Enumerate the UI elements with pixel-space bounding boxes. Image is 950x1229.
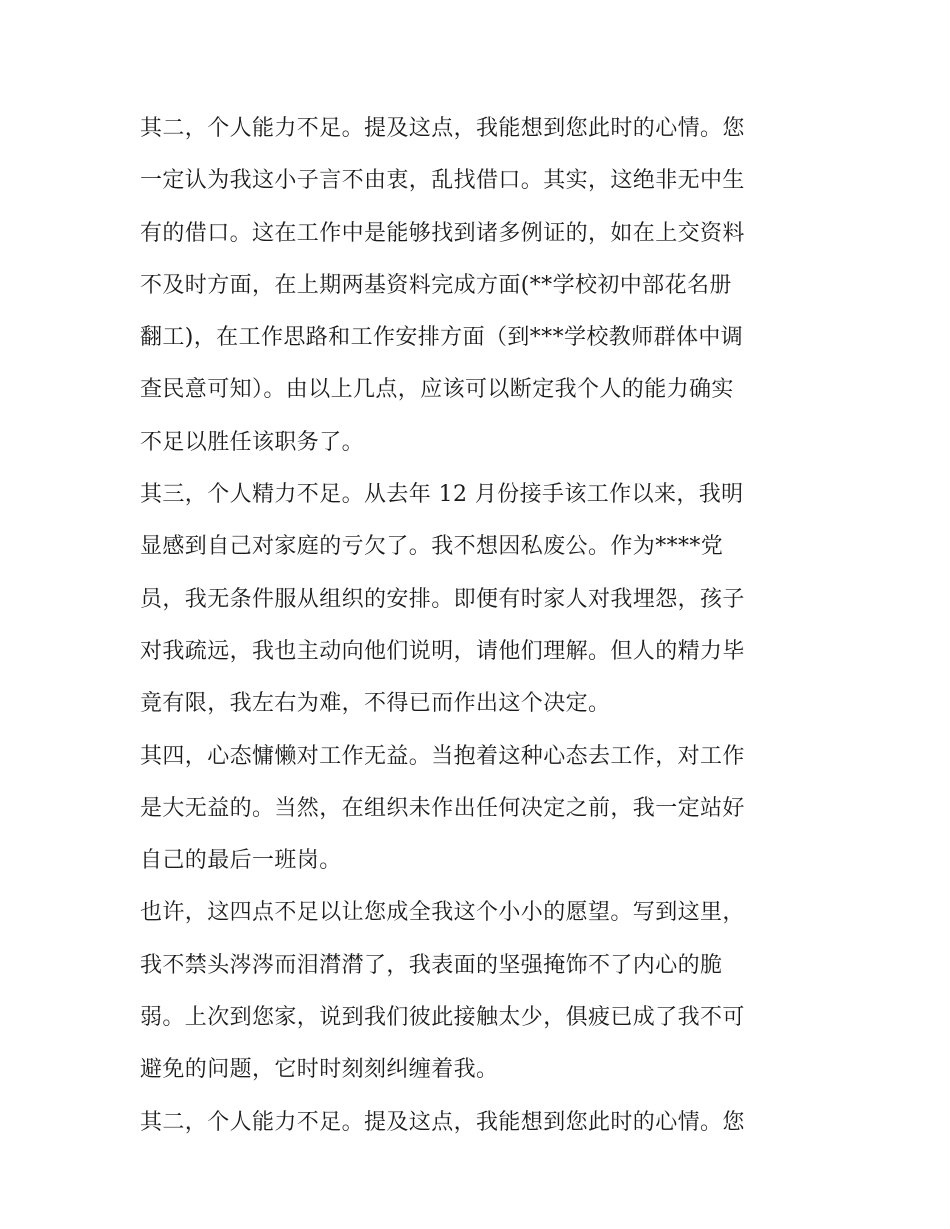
text-line: 避免的问题，它时时刻刻纠缠着我。 <box>140 1057 499 1083</box>
paragraph-personal-ability <box>140 103 812 469</box>
text-line: 其三，个人精力不足。从去年 12 月份接手该工作以来，我明 <box>140 482 744 508</box>
paragraph-mindset <box>140 731 812 888</box>
text-line: 也许，这四点不足以让您成全我这个小小的愿望。写到这里， <box>140 900 745 926</box>
text-line: 查民意可知）。由以上几点，应该可以断定我个人的能力确实 <box>140 377 734 403</box>
text-line: 弱。上次到您家，说到我们彼此接触太少，俱疲已成了我不可 <box>140 1005 745 1031</box>
paragraph-repeated-ability <box>140 1097 812 1149</box>
text-line: 一定认为我这小子言不由衷，乱找借口。其实，这绝非无中生 <box>140 168 745 194</box>
text-line: 竟有限，我左右为难，不得已而作出这个决定。 <box>140 691 611 717</box>
text-line: 有的借口。这在工作中是能够找到诸多例证的，如在上交资料 <box>140 220 745 246</box>
document-body <box>140 103 812 1149</box>
text-line: 显感到自己对家庭的亏欠了。我不想因私废公。作为****党 <box>140 534 724 560</box>
text-line: 其二，个人能力不足。提及这点，我能想到您此时的心情。您 <box>140 116 745 141</box>
paragraph-closing-wish <box>140 887 812 1096</box>
text-line: 其二，个人能力不足。提及这点，我能想到您此时的心情。您 <box>140 1109 745 1135</box>
text-line: 我不禁头涔涔而泪潸潸了，我表面的坚强掩饰不了内心的脆 <box>140 952 723 978</box>
paragraph-personal-energy <box>140 469 812 730</box>
text-line: 员，我无条件服从组织的安排。即便有时家人对我埋怨，孩子 <box>140 586 745 612</box>
text-line: 是大无益的。当然，在组织未作出任何决定之前，我一定站好 <box>140 795 745 821</box>
text-line: 对我疏远，我也主动向他们说明，请他们理解。但人的精力毕 <box>140 638 745 664</box>
text-line: 不足以胜任该职务了。 <box>140 429 365 455</box>
text-line: 不及时方面，在上期两基资料完成方面(**学校初中部花名册 <box>140 272 732 298</box>
text-line: 其四，心态慵懒对工作无益。当抱着这种心态去工作，对工作 <box>140 743 745 769</box>
text-line: 自己的最后一班岗。 <box>140 848 342 874</box>
text-line: 翻工)，在工作思路和工作安排方面（到***学校教师群体中调 <box>140 325 744 351</box>
